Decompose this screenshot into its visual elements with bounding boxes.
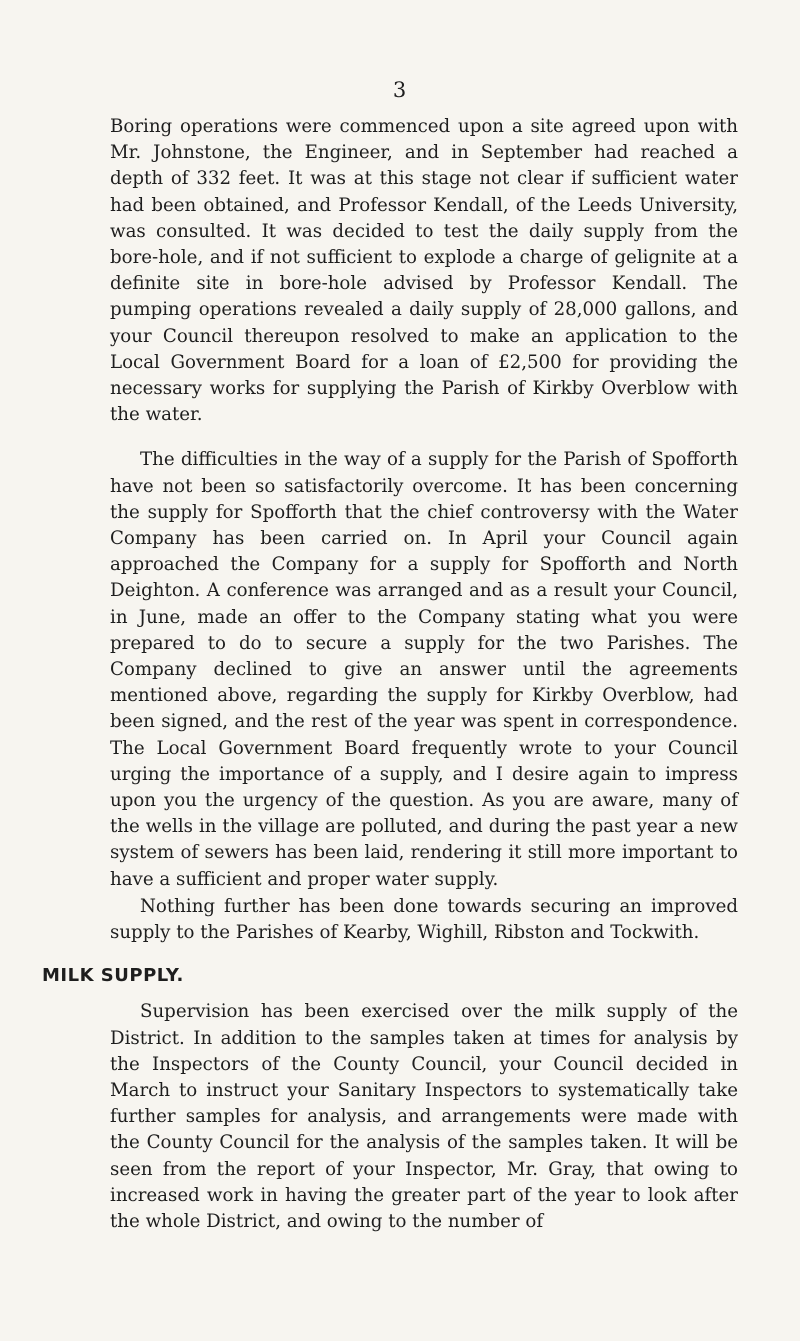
paragraph-nothing-further: Nothing further has been done towards securing an improved supply to the Parishes of Kearby, Wighill, Ribston and Tockwith. <box>110 895 738 944</box>
document-body <box>42 114 738 1235</box>
section-heading-milk-supply: MILK SUPPLY. <box>42 965 184 987</box>
paragraph-milk-supply: Supervision has been exercised over the milk supply of the District. In addition to the samples taken at times for analysis by the Inspectors of the County Council, your Council decided in March to instruct your Sanitary Inspectors to systematically take further samples for analysis, and arrangements were made with the County Council for the analysis of the samples taken. It will be seen from the report of your Inspector, Mr. Gray, that owing to increased work in having the greater part of the year to look after the whole District, and owing to the number of <box>110 1001 738 1232</box>
paragraph-boring-operations: Boring operations were commenced upon a site agreed upon with Mr. Johnstone, the Engineer, and in September had reached a depth of 332 feet. It was at this stage not clear if sufficient water had been obtained, and Professor Kendall, of the Leeds University, was consulted. It was decided to test the daily supply from the bore-hole, and if not sufficient to explode a charge of gelignite at a definite site in bore-hole advised by Professor Kendall. The pumping operations revealed a daily supply of 28,000 gallons, and your Council thereupon resolved to make an application to the Local Government Board for a loan of £2,500 for providing the necessary works for supplying the Parish of Kirkby Overblow with the water. <box>110 116 738 426</box>
page-number: 3 <box>392 78 408 102</box>
paragraph-spofforth-supply: The difficulties in the way of a supply for the Parish of Spofforth have not been so satisfactorily overcome. It has been concerning the supply for Spofforth that the chief controversy with the Water Company has been carried on. In April your Council again approached the Company for a supply for Spofforth and North Deighton. A conference was arranged and as a result your Council, in June, made an offer to the Company stating what you were prepared to do to secure a supply for the two Parishes. The Company declined to give an answer until the agreements mentioned above, regarding the supply for Kirkby Overblow, had been signed, and the rest of the year was spent in correspondence. The Local Government Board frequently wrote to your Council urging the importance of a supply, and I desire again to impress upon you the urgency of the question. As you are aware, many of the wells in the village are polluted, and during the past year a new system of sewers has been laid, rendering it still more important to have a sufficient and proper water supply. <box>110 449 738 890</box>
